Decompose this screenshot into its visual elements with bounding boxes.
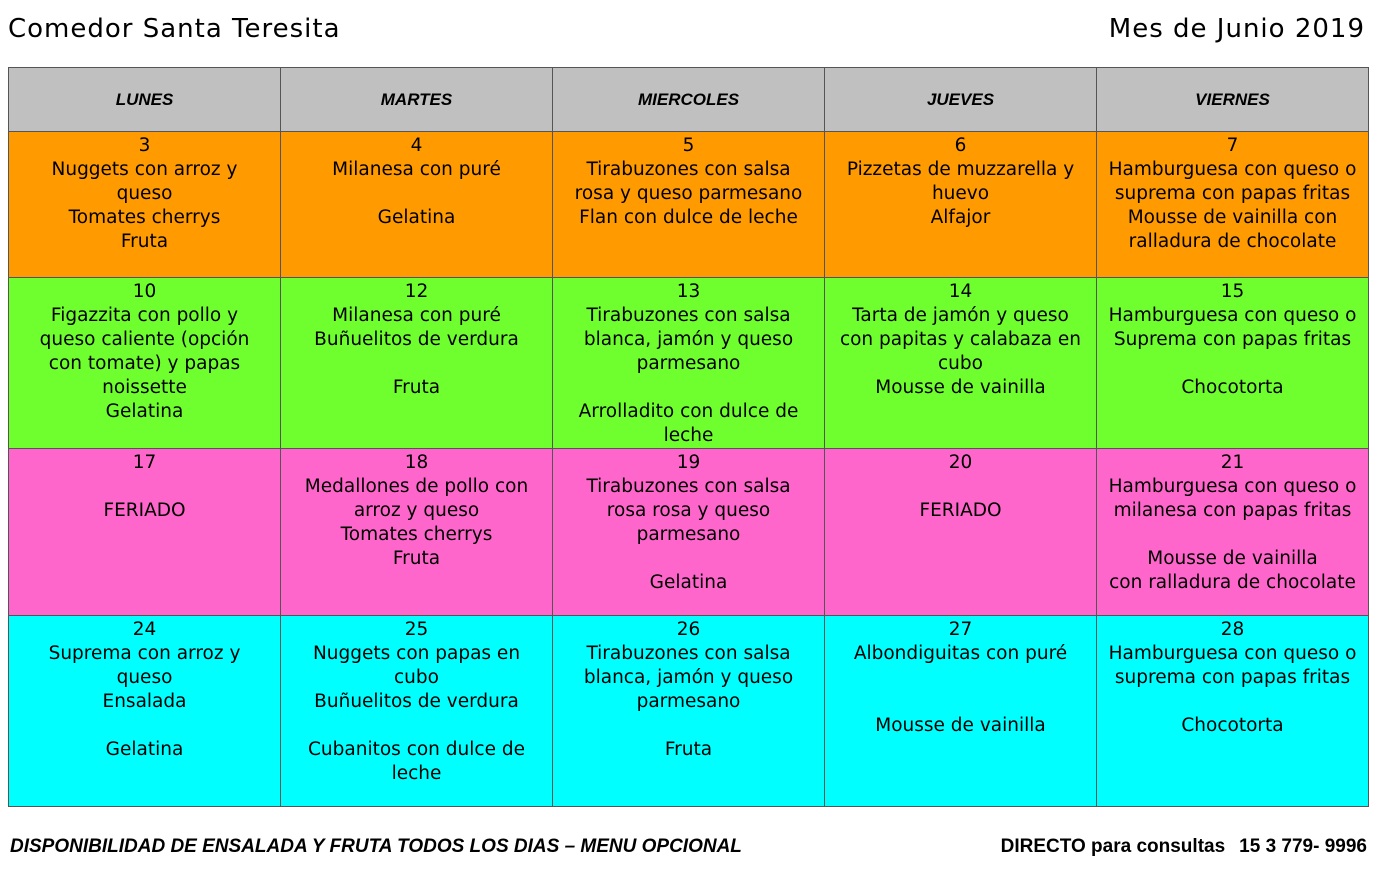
- menu-line: queso: [116, 667, 173, 688]
- menu-line: Tomates cherrys: [340, 524, 493, 545]
- day-cell: [553, 449, 825, 616]
- menu-line: Tomates cherrys: [68, 207, 221, 228]
- menu-line: noissette: [102, 377, 187, 398]
- menu-line: Ensalada: [102, 691, 187, 712]
- menu-line: FERIADO: [919, 500, 1002, 521]
- day-header-miercoles: MIERCOLES: [553, 68, 825, 132]
- menu-line: [281, 714, 552, 738]
- day-cell: [281, 616, 553, 807]
- week-row: [9, 449, 1369, 616]
- menu-line: Chocotorta: [1181, 715, 1284, 736]
- month-label: Mes de Junio 2019: [1108, 14, 1365, 44]
- menu-line: Nuggets con papas en: [312, 643, 521, 664]
- day-header-martes: MARTES: [281, 68, 553, 132]
- menu-line: blanca, jamón y queso: [583, 329, 794, 350]
- menu-line: huevo: [931, 183, 990, 204]
- menu-line: [9, 475, 280, 499]
- day-cell: [825, 616, 1097, 807]
- menu-calendar: [8, 67, 1369, 807]
- week-row: [9, 132, 1369, 278]
- day-cell: [1097, 449, 1369, 616]
- day-cell: [9, 132, 281, 278]
- day-number: 17: [132, 452, 157, 473]
- menu-line: leche: [663, 425, 714, 446]
- menu-line: Pizzetas de muzzarella y: [846, 159, 1075, 180]
- menu-line: cubo: [938, 353, 983, 374]
- menu-line: Cubanitos con dulce de: [308, 739, 525, 760]
- menu-line: rosa y queso parmesano: [574, 183, 803, 204]
- menu-line: Suprema con papas fritas: [1113, 329, 1352, 350]
- menu-line: Gelatina: [377, 207, 456, 228]
- menu-line: Mousse de vainilla: [875, 377, 1046, 398]
- menu-line: Medallones de pollo con: [304, 476, 529, 497]
- menu-line: Nuggets con arroz y: [51, 159, 238, 180]
- day-number: 7: [1226, 135, 1239, 156]
- menu-line: Tarta de jamón y queso: [852, 305, 1069, 326]
- menu-line: Flan con dulce de leche: [579, 207, 798, 228]
- day-cell: [1097, 278, 1369, 449]
- menu-line: [825, 666, 1096, 690]
- menu-line: [825, 690, 1096, 714]
- menu-line: Albondiguitas con puré: [853, 643, 1068, 664]
- menu-line: cubo: [394, 667, 439, 688]
- menu-line: blanca, jamón y queso: [583, 667, 794, 688]
- day-number: 18: [404, 452, 429, 473]
- menu-line: leche: [391, 763, 442, 784]
- menu-line: Mousse de vainilla: [875, 715, 1046, 736]
- menu-line: con ralladura de chocolate: [1109, 572, 1356, 593]
- menu-line: queso caliente (opción: [39, 329, 250, 350]
- day-header-viernes: VIERNES: [1097, 68, 1369, 132]
- day-number: 3: [138, 135, 151, 156]
- day-cell: [553, 278, 825, 449]
- menu-line: Buñuelitos de verdura: [314, 329, 519, 350]
- day-cell: [281, 132, 553, 278]
- menu-line: Buñuelitos de verdura: [314, 691, 519, 712]
- menu-line: Chocotorta: [1181, 377, 1284, 398]
- menu-line: con papitas y calabaza en: [839, 329, 1082, 350]
- menu-line: [1097, 690, 1368, 714]
- day-number: 10: [132, 281, 157, 302]
- day-cell: [9, 278, 281, 449]
- day-cell: [1097, 616, 1369, 807]
- day-number: 25: [404, 619, 429, 640]
- menu-line: [281, 182, 552, 206]
- week-row: [9, 616, 1369, 807]
- day-cell: [553, 616, 825, 807]
- menu-line: Hamburguesa con queso o: [1108, 305, 1357, 326]
- menu-line: Arrolladito con dulce de: [578, 401, 799, 422]
- day-number: 6: [954, 135, 967, 156]
- day-number: 26: [676, 619, 701, 640]
- day-cell: [281, 449, 553, 616]
- menu-line: Mousse de vainilla con: [1127, 207, 1338, 228]
- day-cell: [553, 132, 825, 278]
- day-cell: [825, 132, 1097, 278]
- menu-line: Gelatina: [105, 401, 184, 422]
- availability-notice: DISPONIBILIDAD DE ENSALADA Y FRUTA TODOS LOS DIAS – MENU OPCIONAL: [10, 836, 742, 857]
- menu-line: FERIADO: [103, 500, 186, 521]
- menu-line: [825, 475, 1096, 499]
- contact-label: DIRECTO para consultas: [1000, 836, 1226, 857]
- menu-line: Tirabuzones con salsa: [586, 643, 791, 664]
- day-number: 20: [948, 452, 973, 473]
- day-cell: [825, 278, 1097, 449]
- menu-line: ralladura de chocolate: [1128, 231, 1337, 252]
- day-cell: [9, 449, 281, 616]
- day-number: 15: [1220, 281, 1245, 302]
- menu-line: parmesano: [636, 353, 741, 374]
- menu-line: Fruta: [664, 739, 713, 760]
- day-number: 21: [1220, 452, 1245, 473]
- day-number: 5: [682, 135, 695, 156]
- menu-line: suprema con papas fritas: [1114, 667, 1351, 688]
- menu-line: Gelatina: [649, 572, 728, 593]
- menu-line: Gelatina: [105, 739, 184, 760]
- menu-line: [1097, 352, 1368, 376]
- menu-line: Hamburguesa con queso o: [1108, 159, 1357, 180]
- menu-line: Fruta: [392, 548, 441, 569]
- menu-line: Mousse de vainilla: [1147, 548, 1318, 569]
- menu-line: Hamburguesa con queso o: [1108, 476, 1357, 497]
- menu-line: queso: [116, 183, 173, 204]
- menu-line: parmesano: [636, 691, 741, 712]
- menu-line: Fruta: [120, 231, 169, 252]
- menu-line: parmesano: [636, 524, 741, 545]
- day-number: 19: [676, 452, 701, 473]
- menu-line: arroz y queso: [353, 500, 480, 521]
- menu-line: [553, 547, 824, 571]
- day-number: 4: [410, 135, 423, 156]
- contact-info: [1001, 836, 1367, 858]
- menu-line: Alfajor: [930, 207, 991, 228]
- day-header-jueves: JUEVES: [825, 68, 1097, 132]
- day-number: 27: [948, 619, 973, 640]
- menu-line: con tomate) y papas: [48, 353, 241, 374]
- weekday-header-row: [9, 68, 1369, 132]
- menu-line: [553, 714, 824, 738]
- day-cell: [1097, 132, 1369, 278]
- menu-line: Suprema con arroz y: [48, 643, 241, 664]
- week-row: [9, 278, 1369, 449]
- day-number: 13: [676, 281, 701, 302]
- menu-line: Tirabuzones con salsa: [586, 159, 791, 180]
- menu-line: [281, 352, 552, 376]
- menu-line: rosa rosa y queso: [606, 500, 771, 521]
- day-number: 28: [1220, 619, 1245, 640]
- day-cell: [281, 278, 553, 449]
- menu-line: milanesa con papas fritas: [1113, 500, 1352, 521]
- day-header-lunes: LUNES: [9, 68, 281, 132]
- menu-line: [9, 714, 280, 738]
- day-number: 14: [948, 281, 973, 302]
- menu-line: Figazzita con pollo y: [50, 305, 239, 326]
- menu-line: Hamburguesa con queso o: [1108, 643, 1357, 664]
- day-number: 12: [404, 281, 429, 302]
- page-title: Comedor Santa Teresita: [8, 14, 341, 44]
- menu-line: Milanesa con puré: [332, 159, 501, 180]
- menu-line: Tirabuzones con salsa: [586, 476, 791, 497]
- menu-line: [1097, 523, 1368, 547]
- menu-line: Tirabuzones con salsa: [586, 305, 791, 326]
- day-cell: [825, 449, 1097, 616]
- day-cell: [9, 616, 281, 807]
- menu-line: Fruta: [392, 377, 441, 398]
- contact-phone: 15 3 779- 9996: [1239, 836, 1367, 857]
- menu-line: Milanesa con puré: [332, 305, 501, 326]
- day-number: 24: [132, 619, 157, 640]
- menu-line: [553, 376, 824, 400]
- menu-line: suprema con papas fritas: [1114, 183, 1351, 204]
